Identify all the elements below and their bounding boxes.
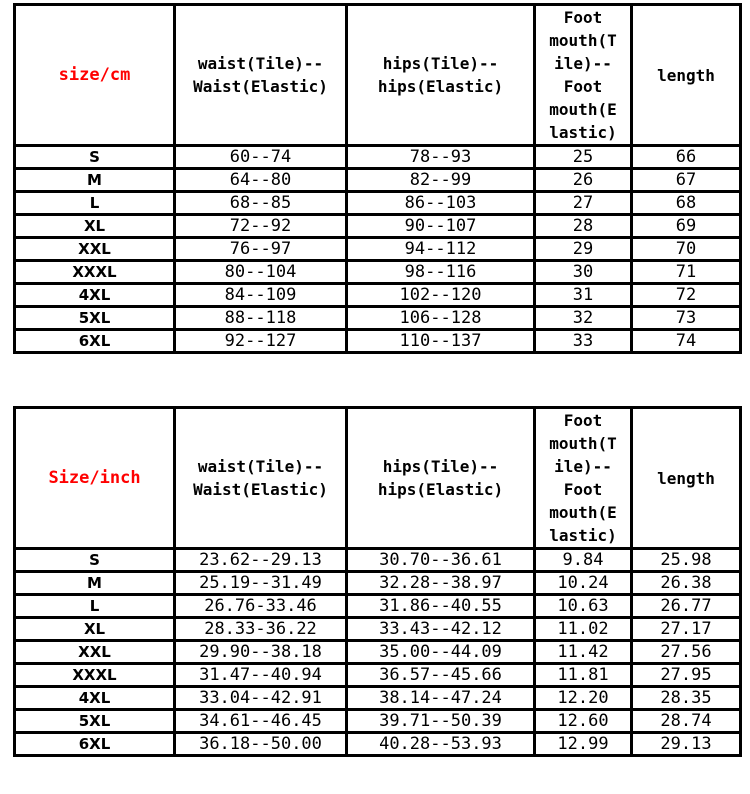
table-row: [15, 307, 741, 330]
table-row: [15, 284, 741, 307]
size-cell: L: [15, 595, 175, 618]
hips-cell: 102--120: [347, 284, 535, 307]
size-cell: XL: [15, 618, 175, 641]
size-cell: 4XL: [15, 687, 175, 710]
hips-cell: 38.14--47.24: [347, 687, 535, 710]
hips-cell: 98--116: [347, 261, 535, 284]
waist-header-line1: waist(Tile)--: [197, 457, 324, 476]
waist-cell: 84--109: [175, 284, 347, 307]
table-row: [15, 595, 741, 618]
hips-cell: 31.86--40.55: [347, 595, 535, 618]
foot-cell: 30: [535, 261, 632, 284]
header-row: [15, 5, 741, 146]
hips-cell: 94--112: [347, 238, 535, 261]
foot-cell: 10.24: [535, 572, 632, 595]
foot-mouth-header: [535, 408, 632, 549]
table-row: [15, 330, 741, 353]
table-row: [15, 169, 741, 192]
hips-cell: 33.43--42.12: [347, 618, 535, 641]
foot-cell: 11.02: [535, 618, 632, 641]
size-cell: 5XL: [15, 307, 175, 330]
waist-header-line1: waist(Tile)--: [197, 54, 324, 73]
waist-cell: 28.33-36.22: [175, 618, 347, 641]
foot-cell: 28: [535, 215, 632, 238]
size-cell: XXXL: [15, 664, 175, 687]
hips-cell: 39.71--50.39: [347, 710, 535, 733]
waist-cell: 80--104: [175, 261, 347, 284]
size-cell: XXL: [15, 641, 175, 664]
hips-cell: 86--103: [347, 192, 535, 215]
length-cell: 28.74: [632, 710, 741, 733]
size-cell: L: [15, 192, 175, 215]
length-cell: 71: [632, 261, 741, 284]
table-row: [15, 261, 741, 284]
table-row: [15, 238, 741, 261]
hips-cell: 32.28--38.97: [347, 572, 535, 595]
size-cell: 6XL: [15, 733, 175, 756]
table-row: [15, 572, 741, 595]
size-cell: XXXL: [15, 261, 175, 284]
table-row: [15, 215, 741, 238]
foot-mouth-header: [535, 5, 632, 146]
length-cell: 73: [632, 307, 741, 330]
foot-header-line6: lastic): [549, 526, 617, 545]
length-cell: 72: [632, 284, 741, 307]
waist-cell: 92--127: [175, 330, 347, 353]
foot-cell: 12.60: [535, 710, 632, 733]
waist-cell: 64--80: [175, 169, 347, 192]
unit-label: Size/inch: [15, 408, 175, 549]
length-cell: 28.35: [632, 687, 741, 710]
waist-cell: 68--85: [175, 192, 347, 215]
waist-cell: 29.90--38.18: [175, 641, 347, 664]
waist-cell: 72--92: [175, 215, 347, 238]
length-cell: 27.95: [632, 664, 741, 687]
hips-cell: 82--99: [347, 169, 535, 192]
foot-cell: 26: [535, 169, 632, 192]
length-cell: 27.56: [632, 641, 741, 664]
table-row: [15, 192, 741, 215]
hips-header: [347, 408, 535, 549]
foot-cell: 31: [535, 284, 632, 307]
waist-cell: 60--74: [175, 146, 347, 169]
size-cell: XXL: [15, 238, 175, 261]
length-cell: 27.17: [632, 618, 741, 641]
waist-cell: 36.18--50.00: [175, 733, 347, 756]
size-cell: M: [15, 169, 175, 192]
waist-header: [175, 5, 347, 146]
waist-cell: 25.19--31.49: [175, 572, 347, 595]
table-row: [15, 641, 741, 664]
hips-cell: 30.70--36.61: [347, 549, 535, 572]
hips-header-line2: hips(Elastic): [377, 480, 504, 499]
foot-header-line2: mouth(T: [549, 31, 617, 50]
foot-cell: 11.42: [535, 641, 632, 664]
length-header: length: [632, 408, 741, 549]
foot-cell: 32: [535, 307, 632, 330]
length-cell: 70: [632, 238, 741, 261]
size-cell: S: [15, 549, 175, 572]
length-cell: 68: [632, 192, 741, 215]
length-cell: 67: [632, 169, 741, 192]
length-cell: 26.38: [632, 572, 741, 595]
table-row: [15, 549, 741, 572]
foot-header-line3: ile)--: [554, 457, 612, 476]
hips-cell: 40.28--53.93: [347, 733, 535, 756]
length-cell: 26.77: [632, 595, 741, 618]
table-body: [15, 5, 741, 353]
hips-header: [347, 5, 535, 146]
size-cell: XL: [15, 215, 175, 238]
waist-cell: 26.76-33.46: [175, 595, 347, 618]
foot-cell: 12.99: [535, 733, 632, 756]
waist-cell: 34.61--46.45: [175, 710, 347, 733]
length-cell: 25.98: [632, 549, 741, 572]
waist-cell: 88--118: [175, 307, 347, 330]
hips-cell: 90--107: [347, 215, 535, 238]
foot-cell: 10.63: [535, 595, 632, 618]
header-row: [15, 408, 741, 549]
table-row: [15, 664, 741, 687]
table-row: [15, 733, 741, 756]
foot-cell: 29: [535, 238, 632, 261]
foot-cell: 12.20: [535, 687, 632, 710]
size-table-cm: [13, 3, 742, 354]
length-cell: 66: [632, 146, 741, 169]
table-row: [15, 618, 741, 641]
foot-cell: 11.81: [535, 664, 632, 687]
foot-header-line6: lastic): [549, 123, 617, 142]
size-cell: S: [15, 146, 175, 169]
table-row: [15, 710, 741, 733]
hips-cell: 106--128: [347, 307, 535, 330]
size-cell: 4XL: [15, 284, 175, 307]
length-header: length: [632, 5, 741, 146]
hips-cell: 78--93: [347, 146, 535, 169]
size-cell: 5XL: [15, 710, 175, 733]
foot-cell: 9.84: [535, 549, 632, 572]
waist-cell: 33.04--42.91: [175, 687, 347, 710]
size-cell: 6XL: [15, 330, 175, 353]
waist-cell: 23.62--29.13: [175, 549, 347, 572]
unit-label: size/cm: [15, 5, 175, 146]
foot-cell: 27: [535, 192, 632, 215]
foot-header-line3: ile)--: [554, 54, 612, 73]
length-cell: 69: [632, 215, 741, 238]
hips-cell: 36.57--45.66: [347, 664, 535, 687]
foot-header-line1: Foot: [563, 411, 603, 430]
foot-header-line5: mouth(E: [549, 100, 617, 119]
waist-cell: 76--97: [175, 238, 347, 261]
waist-cell: 31.47--40.94: [175, 664, 347, 687]
table-row: [15, 146, 741, 169]
size-cell: M: [15, 572, 175, 595]
waist-header-line2: Waist(Elastic): [193, 77, 328, 96]
hips-header-line1: hips(Tile)--: [382, 457, 499, 476]
foot-header-line4: Foot: [563, 77, 603, 96]
foot-header-line2: mouth(T: [549, 434, 617, 453]
foot-header-line1: Foot: [563, 8, 603, 27]
table-row: [15, 687, 741, 710]
hips-cell: 35.00--44.09: [347, 641, 535, 664]
foot-header-line4: Foot: [563, 480, 603, 499]
foot-cell: 33: [535, 330, 632, 353]
table-body: [15, 408, 741, 756]
size-table-inch: [13, 406, 742, 757]
foot-header-line5: mouth(E: [549, 503, 617, 522]
hips-header-line2: hips(Elastic): [377, 77, 504, 96]
hips-header-line1: hips(Tile)--: [382, 54, 499, 73]
foot-cell: 25: [535, 146, 632, 169]
hips-cell: 110--137: [347, 330, 535, 353]
waist-header: [175, 408, 347, 549]
length-cell: 74: [632, 330, 741, 353]
waist-header-line2: Waist(Elastic): [193, 480, 328, 499]
length-cell: 29.13: [632, 733, 741, 756]
